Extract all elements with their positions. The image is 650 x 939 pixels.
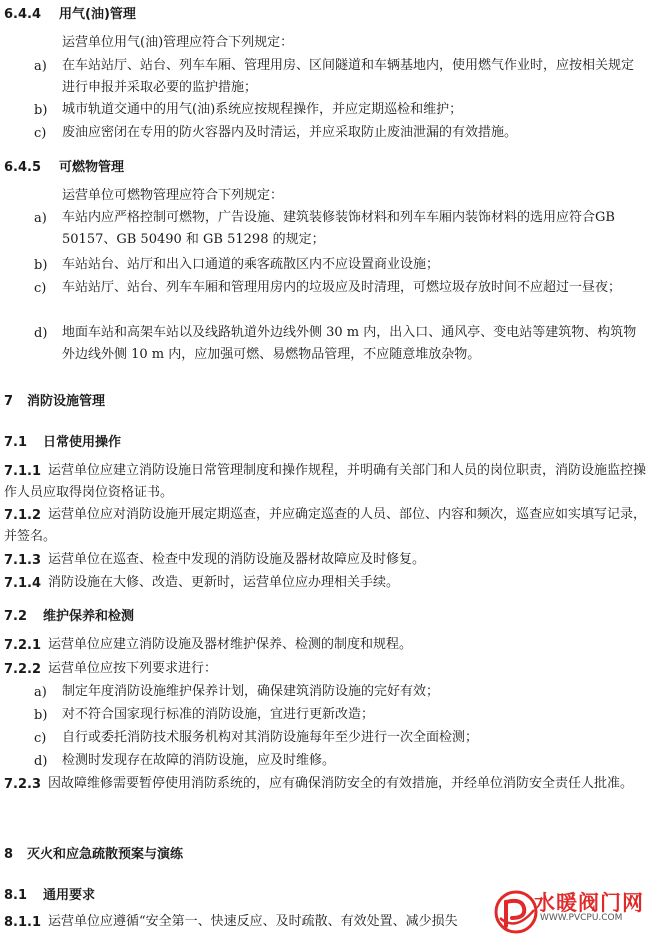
- clause-text: 运营单位应对消防设施开展定期巡查，并应确定巡查的人员、部位、内容和频次，巡查应如实填写记录，并签名。: [4, 507, 647, 544]
- clause-text: 消防设施在大修、改造、更新时，运营单位应办理相关手续。: [48, 575, 400, 590]
- section-title: 用气(油)管理: [59, 7, 136, 22]
- section-number: 6.4.4: [4, 7, 42, 22]
- list-item: 城市轨道交通中的用气(油)系统应按规程操作，并应定期巡检和维护；: [62, 102, 463, 117]
- clause-number: 8.1.1: [4, 915, 42, 930]
- list-label: c): [34, 281, 47, 296]
- list-label: b): [34, 258, 48, 273]
- section-number: 8.1: [4, 888, 28, 903]
- clause-number: 7.1.2: [4, 508, 42, 523]
- list-item: 在车站站厅、站台、列车车厢、管理用房、区间隧道和车辆基地内，使用燃气作业时，应按相关规定进行申报并采取必要的监护措施；: [62, 58, 635, 95]
- clause-number: 7.2.1: [4, 638, 42, 653]
- list-label: a): [34, 685, 47, 700]
- clause-number: 7.1.3: [4, 553, 42, 568]
- clause-text: 运营单位应遵循“安全第一、快速反应、及时疏散、有效处置、减少损失: [48, 914, 458, 929]
- section-heading-7-2: [4, 605, 134, 624]
- list-label: b): [34, 103, 48, 118]
- list-item: 自行或委托消防技术服务机构对其消防设施每年至少进行一次全面检测；: [62, 730, 479, 745]
- list-item: 对不符合国家现行标准的消防设施，宜进行更新改造；: [62, 707, 375, 722]
- clause-number: 7.1.1: [4, 464, 42, 479]
- chapter-number: 8: [4, 847, 14, 862]
- list-item: 制定年度消防设施维护保养计划，确保建筑消防设施的完好有效；: [62, 684, 440, 699]
- chapter-title: 消防设施管理: [27, 394, 106, 409]
- chapter-number: 7: [4, 394, 14, 409]
- clause-number: 7.1.4: [4, 576, 42, 591]
- section-title: 日常使用操作: [43, 435, 122, 450]
- clause-text: 运营单位应建立消防设施日常管理制度和操作规程，并明确有关部门和人员的岗位职责，消防设施监控操作人员应取得岗位资格证书。: [4, 463, 647, 500]
- chapter-heading-7: [4, 390, 105, 409]
- list-label: b): [34, 708, 48, 723]
- list-label: d): [34, 754, 48, 769]
- section-title: 可燃物管理: [59, 160, 125, 175]
- chapter-heading-8: [4, 843, 183, 862]
- watermark-name: 水暖阀门网: [534, 891, 644, 915]
- list-item: 废油应密闭在专用的防火容器内及时清运，并应采取防止废油泄漏的有效措施。: [62, 125, 518, 140]
- section-heading-7-1: [4, 431, 121, 450]
- clause-text: 运营单位应建立消防设施及器材维护保养、检测的制度和规程。: [48, 637, 413, 652]
- clause-number: 7.2.3: [4, 777, 42, 792]
- clause-number: 7.2.2: [4, 662, 42, 677]
- list-item: 检测时发现存在故障的消防设施，应及时维修。: [62, 753, 336, 768]
- intro-paragraph: 运营单位用气(油)管理应符合下列规定：: [62, 35, 294, 50]
- section-number: 6.4.5: [4, 160, 42, 175]
- list-item: 地面车站和高架车站以及线路轨道外边线外侧 30 m 内，出入口、通风亭、变电站等建筑物、构筑物外边线外侧 10 m 内，应加强可燃、易燃物品管理，不应随意堆放杂物。: [62, 325, 637, 362]
- section-number: 7.2: [4, 609, 28, 624]
- section-heading-6-4-5: [4, 156, 124, 175]
- section-number: 7.1: [4, 435, 28, 450]
- list-label: c): [34, 731, 47, 746]
- section-heading-6-4-4: [4, 3, 136, 22]
- list-item: 车站站厅、站台、列车车厢和管理用房内的垃圾应及时清理，可燃垃圾存放时间不应超过一昼夜；: [62, 280, 622, 295]
- list-item: 车站内应严格控制可燃物，广告设施、建筑装修装饰材料和列车车厢内装饰材料的选用应符合GB 50157、GB 50490 和 GB 51298 的规定；: [62, 210, 615, 247]
- list-label: a): [34, 211, 47, 226]
- clause-text: 运营单位应按下列要求进行：: [48, 661, 218, 676]
- clause-text: 运营单位在巡查、检查中发现的消防设施及器材故障应及时修复。: [48, 552, 426, 567]
- section-heading-8-1: [4, 884, 95, 903]
- list-item: 车站站台、站厅和出入口通道的乘客疏散区内不应设置商业设施；: [62, 257, 440, 272]
- section-title: 维护保养和检测: [43, 609, 135, 624]
- list-label: c): [34, 126, 47, 141]
- watermark-url: WWW.PVCPU.COM: [540, 913, 623, 923]
- section-title: 通用要求: [43, 888, 96, 903]
- clause-text: 因故障维修需要暂停使用消防系统的，应有确保消防安全的有效措施，并经单位消防安全责任人批准。: [48, 776, 634, 791]
- chapter-title: 灭火和应急疏散预案与演练: [27, 847, 184, 862]
- list-label: a): [34, 59, 47, 74]
- list-label: d): [34, 326, 48, 341]
- intro-paragraph: 运营单位可燃物管理应符合下列规定：: [62, 188, 284, 203]
